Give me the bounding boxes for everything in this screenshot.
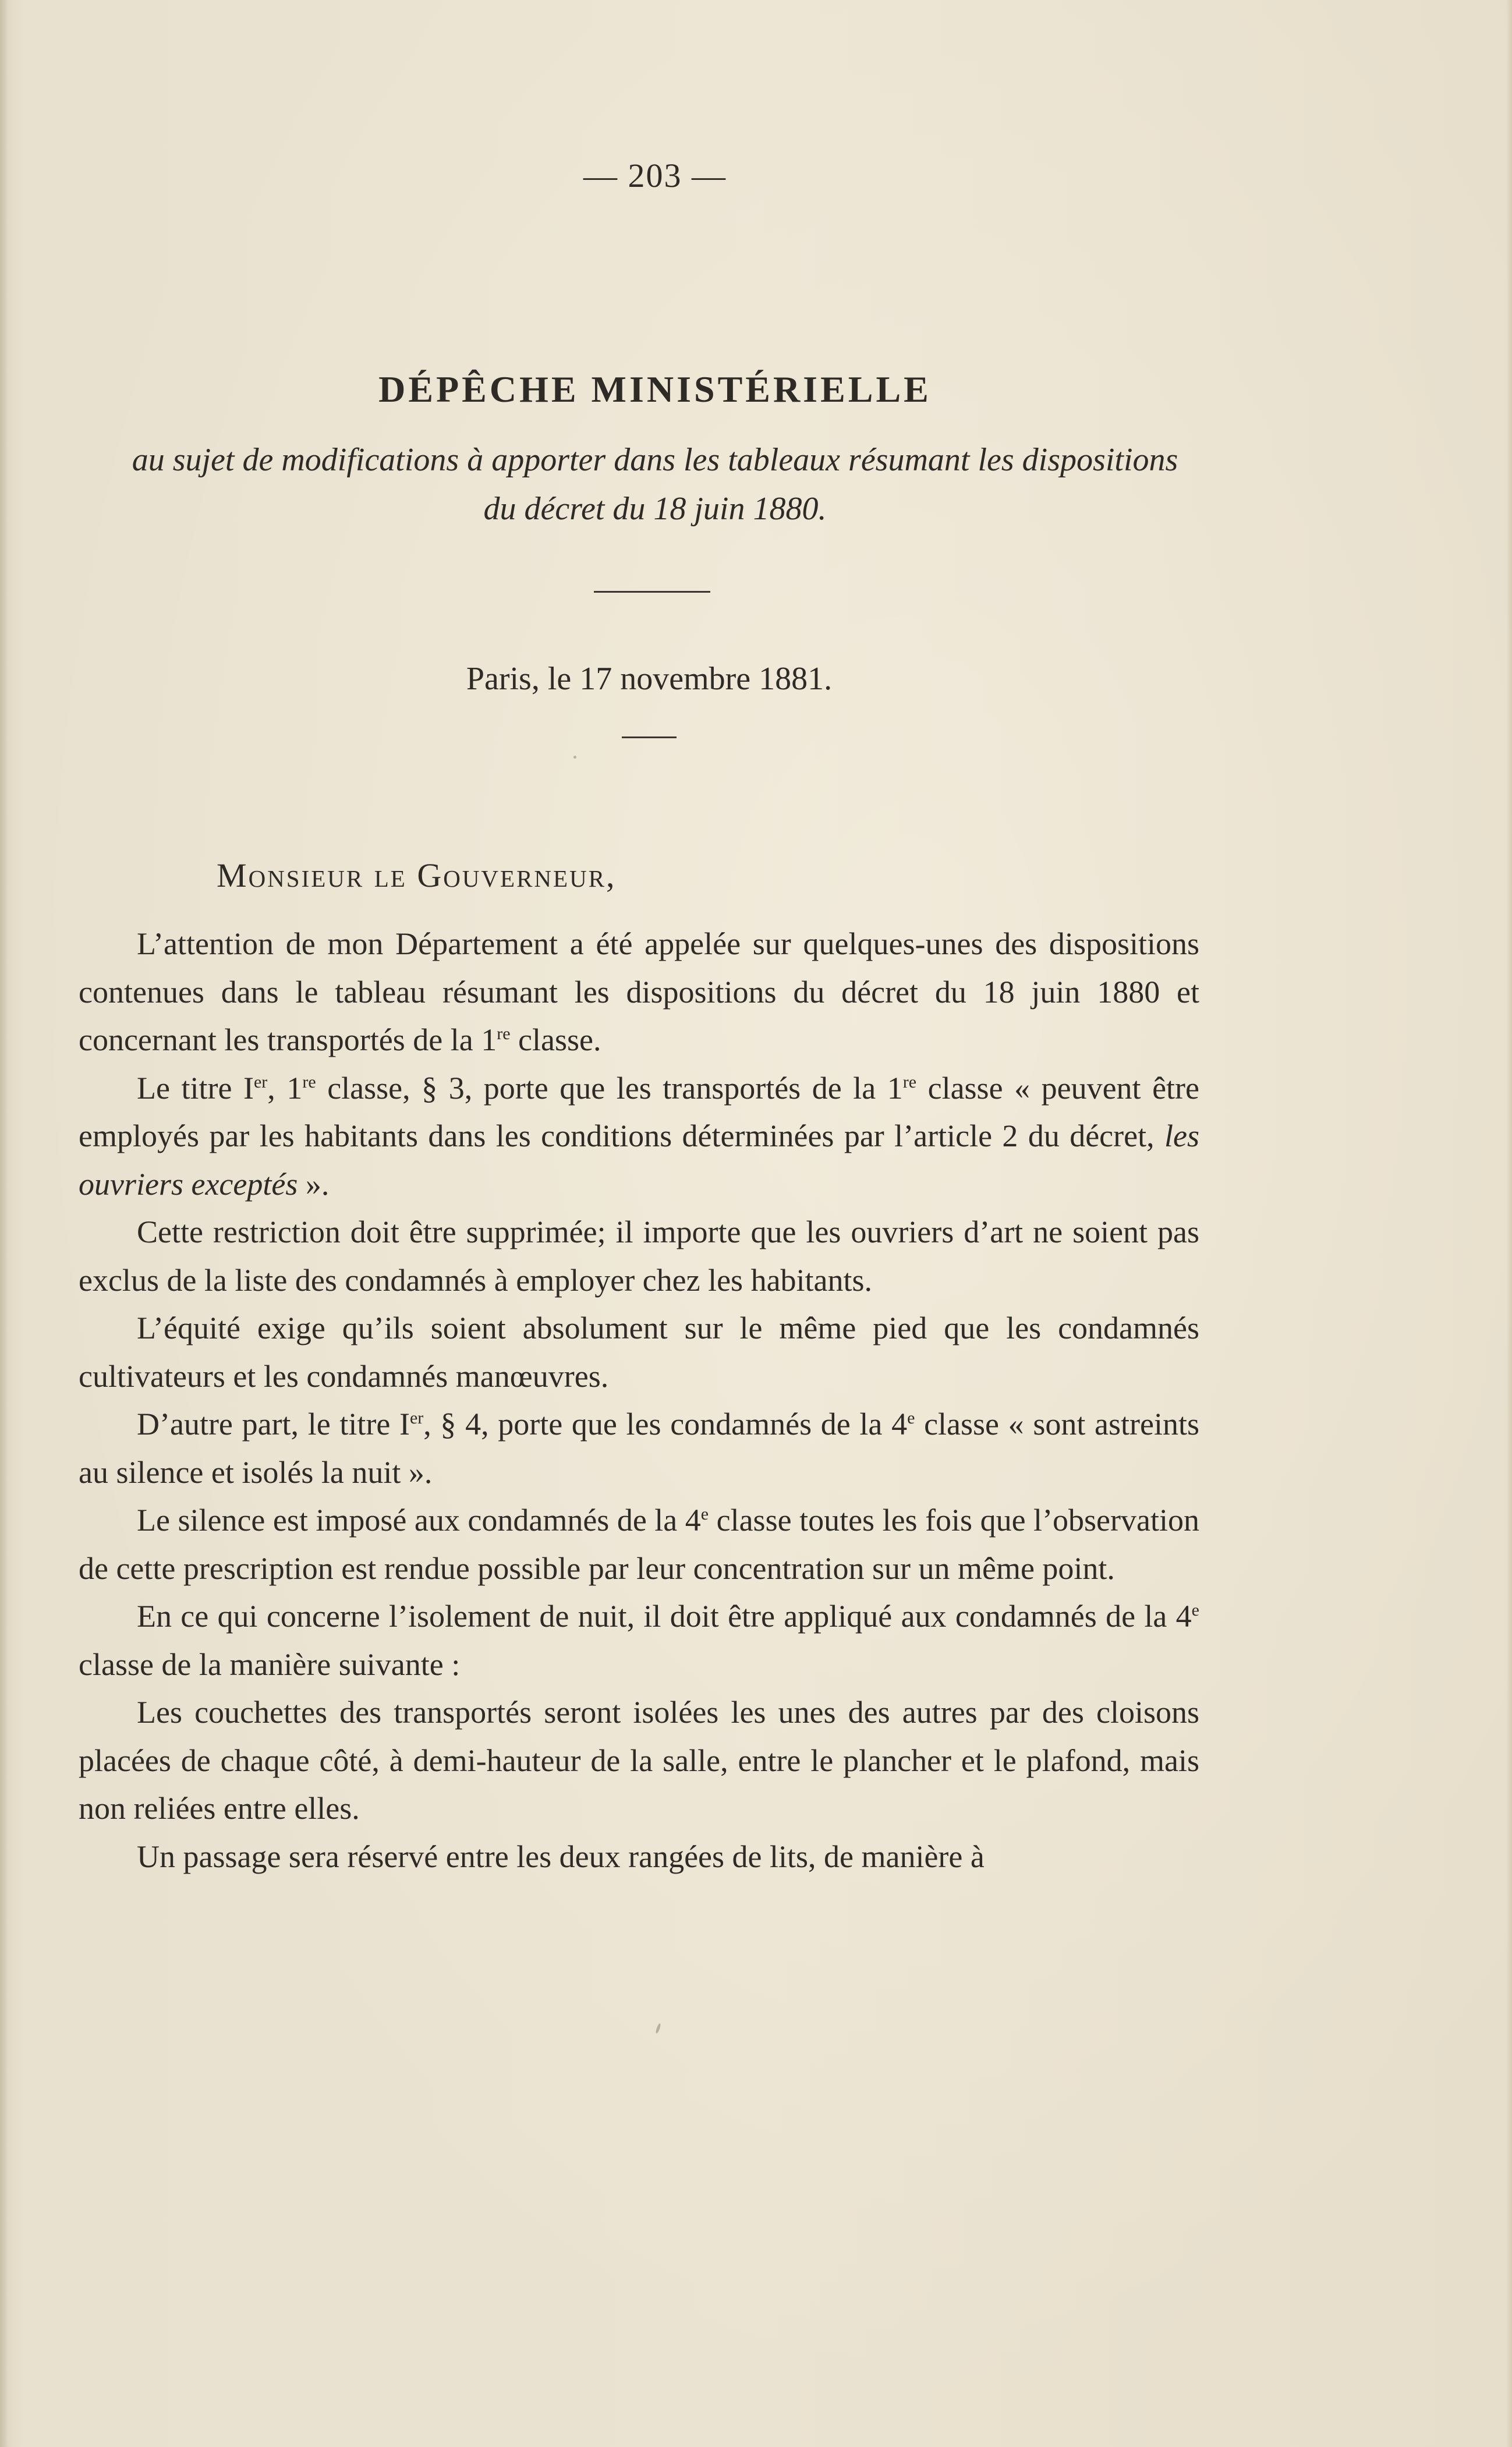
document-subtitle bbox=[102, 435, 1208, 533]
subtitle-line-1: au sujet de modifications à apporter dans les tableaux résumant les dispositions bbox=[132, 442, 1178, 478]
letter-body bbox=[79, 920, 1199, 1881]
paragraph-8: Les couchettes des transportés seront isolées les unes des autres par des cloisons placées de chaque côté, à demi-hauteur de la salle, entre le plancher et le plafond, mais non reliées entre elles. bbox=[79, 1695, 1199, 1826]
paragraph-9: Un passage sera réservé entre les deux rangées de lits, de manière à bbox=[137, 1839, 985, 1874]
paragraph-5: D’autre part, le titre Ier, § 4, porte que les condamnés de la 4e classe « sont astreints au silence et isolés la nuit ». bbox=[79, 1407, 1199, 1490]
paper-speck bbox=[655, 2023, 661, 2034]
page-right-edge bbox=[1506, 0, 1512, 2447]
paragraph-2: Le titre Ier, 1re classe, § 3, porte que les transportés de la 1re classe « peuvent être employés par les habitants dans les conditions déterminées par l’article 2 du décret, les ouvriers exceptés ». bbox=[79, 1070, 1200, 1202]
paragraph-7: En ce qui concerne l’isolement de nuit, il doit être appliqué aux condamnés de la 4e classe de la manière suivante : bbox=[79, 1599, 1199, 1682]
page-number: — 203 — bbox=[583, 157, 727, 194]
paragraph-1: L’attention de mon Département a été appelée sur quelques-unes des dispositions contenues dans le tableau résumant les dispositions du décret du 18 juin 1880 et concernant les transportés de la 1re classe. bbox=[79, 926, 1199, 1057]
paper-speck bbox=[573, 756, 576, 759]
subtitle-line-2: du décret du 18 juin 1880. bbox=[483, 491, 827, 527]
paragraph-6: Le silence est imposé aux condamnés de la 4e classe toutes les fois que l’observation de cette prescription est rendue possible par leur concentration sur un même point. bbox=[79, 1503, 1199, 1586]
paragraph-4: L’équité exige qu’ils soient absolument sur le même pied que les condamnés cultivateurs et les condamnés manœuvres. bbox=[79, 1311, 1199, 1394]
page-left-edge bbox=[0, 0, 8, 2447]
salutation: Monsieur le Gouverneur, bbox=[217, 856, 617, 894]
dateline: Paris, le 17 novembre 1881. bbox=[466, 661, 833, 697]
paragraph-3: Cette restriction doit être supprimée; il importe que les ouvriers d’art ne soient pas exclus de la liste des condamnés à employer chez les habitants. bbox=[79, 1214, 1199, 1298]
separator-rule-1 bbox=[594, 591, 710, 593]
separator-rule-2 bbox=[622, 736, 677, 738]
document-title: DÉPÊCHE MINISTÉRIELLE bbox=[378, 369, 932, 410]
